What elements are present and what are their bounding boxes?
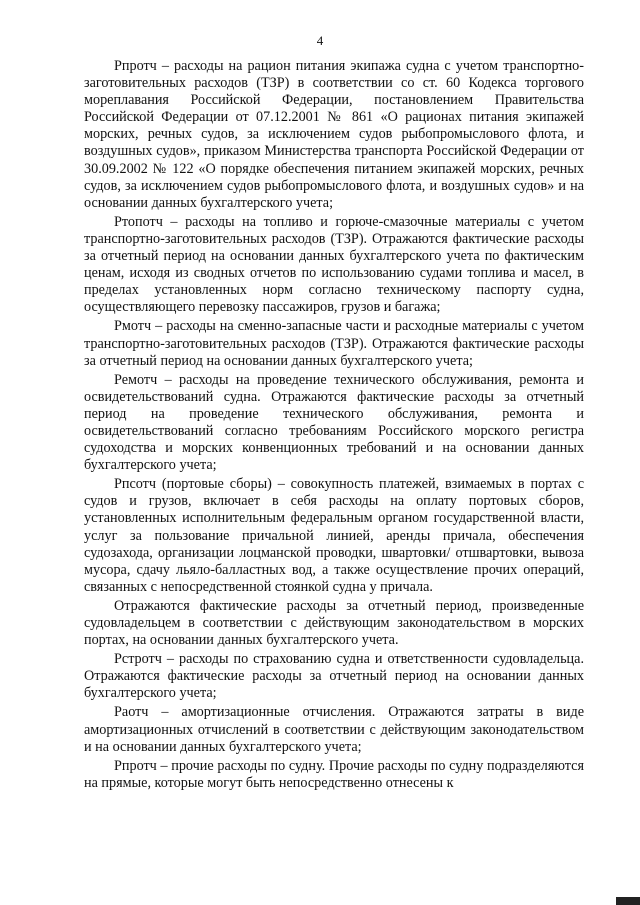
page-number: 4 (316, 33, 324, 48)
paragraph-spare-parts-costs: Рмотч – расходы на сменно-запасные части и расходные материалы с учетом транспортно-заготовительных расходов (ТЗР). Отражаются фактические расходы за отчетный период на основании данных бухгалтерского учета; (84, 318, 584, 369)
paragraph-depreciation: Раотч – амортизационные отчисления. Отражаются затраты в виде амортизационных отчислений в соответствии с действующим законодательством и на основании данных бухгалтерского учета; (84, 704, 584, 755)
document-body (84, 58, 584, 794)
paragraph-fuel-lubricants-costs: Ртопотч – расходы на топливо и горюче-смазочные материалы с учетом транспортно-заготовительных расходов (ТЗР). Отражаются фактические расходы за отчетный период на основании данных бухгалтерского учета по фактическим ценам, исходя из сводных отчетов по использованию судами топлива и масел, в пределах установленных норм согласно техническому паспорту судна, осуществляющего перевозку пассажиров, грузов и багажа; (84, 213, 584, 316)
paragraph-food-ration-costs: Рпротч – расходы на рацион питания экипажа судна с учетом транспортно-заготовительных расходов (ТЗР) в соответствии со ст. 60 Кодекса торгового мореплавания Российской Федерации, постановлением Правительства Российской Федерации от 07.12.2001 № 861 «О рационах питания экипажей морских, речных судов, за исключением судов рыбопромыслового флота, и воздушных судов», приказом Министерства транспорта Российской Федерации от 30.09.2002 № 122 «О порядке обеспечения питанием экипажей морских, речных судов, за исключением судов рыбопромыслового флота, и воздушных судов» и на основании данных бухгалтерского учета; (84, 58, 584, 211)
paragraph-insurance-costs: Рстротч – расходы по страхованию судна и ответственности судовладельца. Отражаются фактические расходы за отчетный период на основании данных бухгалтерского учета; (84, 651, 584, 702)
paragraph-other-vessel-costs: Рпротч – прочие расходы по судну. Прочие расходы по судну подразделяются на прямые, которые могут быть непосредственно отнесены к (84, 757, 584, 791)
paragraph-actual-port-expenses: Отражаются фактические расходы за отчетный период, произведенные судовладельцем в соответствии с действующим законодательством в морских портах, на основании данных бухгалтерского учета. (84, 597, 584, 649)
paragraph-port-fees: Рпсотч (портовые сборы) – совокупность платежей, взимаемых в портах с судов и грузов, включает в себя расходы на оплату портовых сборов, установленных исполнительным федеральным органом государственной власти, услуг за пользование причальной линией, аренды причала, обеспечения судозахода, организации лоцманской проводки, швартовки/ отшвартовки, вывоза мусора, сдачу льяло-балластных вод, а также осуществление прочих операций, связанных с непосредственной стоянкой судна у причала. (84, 476, 584, 595)
paragraph-maintenance-repair-costs: Ремотч – расходы на проведение технического обслуживания, ремонта и освидетельствований судна. Отражаются фактические расходы за отчетный период на проведение технического обслуживания, ремонта и освидетельствований согласно требованиям Российского морского регистра судоходства и морских конвенционных требований и на основании данных бухгалтерского учета; (84, 371, 584, 474)
scan-corner-mark (616, 897, 640, 905)
